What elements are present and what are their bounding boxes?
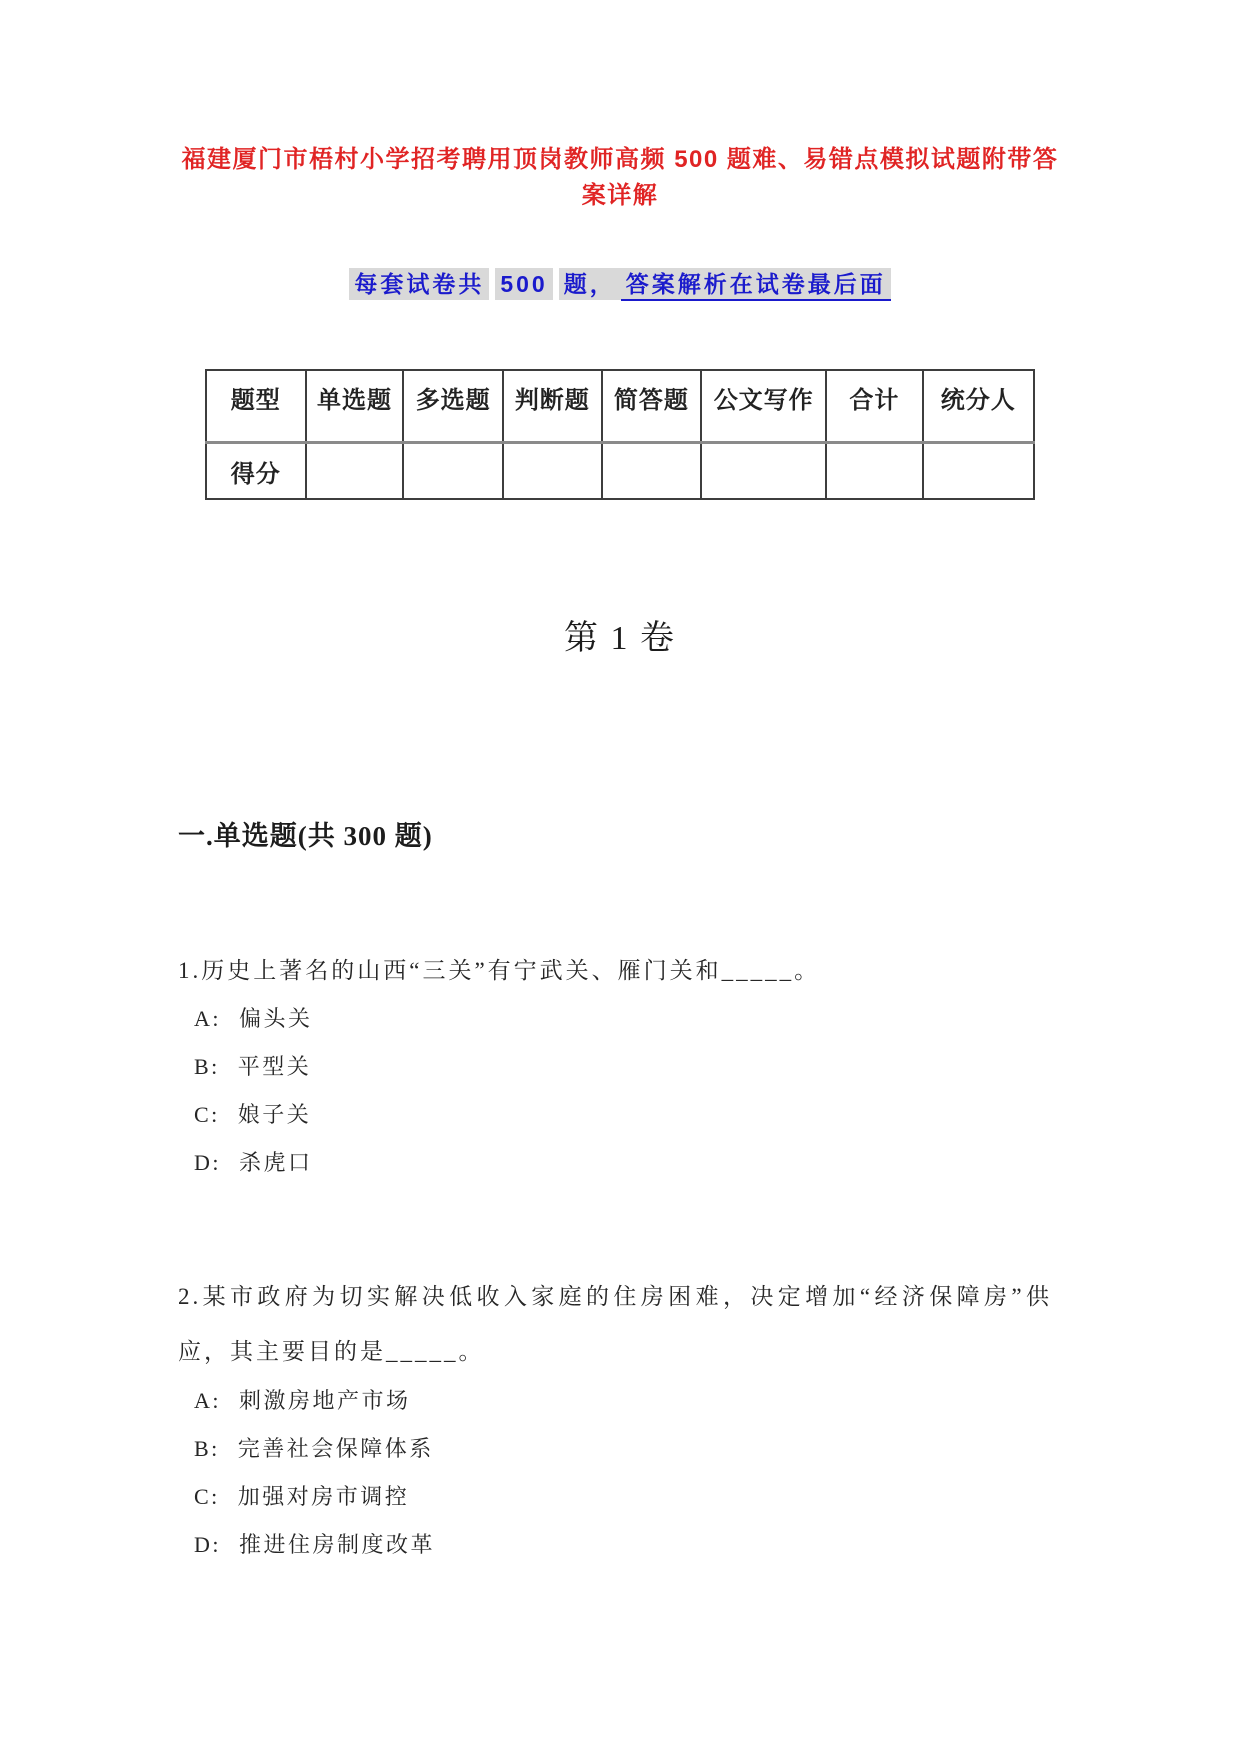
option-a	[194, 1387, 1052, 1413]
option-d-label: D:	[194, 1531, 221, 1557]
answer-location-link: 答案解析在试卷最后面	[621, 268, 891, 301]
section-heading-single-choice: 一.单选题(共 300 题)	[178, 821, 433, 851]
score-table-header-row	[206, 370, 1034, 443]
option-c	[194, 1483, 1052, 1509]
document-title: 福建厦门市梧村小学招考聘用顶岗教师高频 500 题难、易错点模拟试题附带答案详解	[181, 146, 1059, 209]
option-c-label: C:	[194, 1483, 220, 1509]
question-2-stem: 2.某市政府为切实解决低收入家庭的住房困难，决定增加“经济保障房”供应，其主要目的是_____。	[178, 1284, 1052, 1365]
subtitle-text: 每套试卷共	[349, 268, 489, 300]
option-d	[194, 1152, 1052, 1174]
score-table-header-question-type: 题型	[206, 370, 306, 443]
option-c	[194, 1104, 1052, 1126]
subtitle-question-count: 500	[495, 268, 552, 300]
score-table-header-official-writing: 公文写作	[701, 370, 826, 443]
exam-subtitle	[0, 266, 1240, 299]
option-d-text: 推进住房制度改革	[239, 1531, 436, 1557]
option-a-label: A:	[194, 1006, 221, 1032]
option-b-label: B:	[194, 1435, 220, 1461]
question-2	[178, 1269, 1052, 1555]
score-cell-empty	[701, 443, 826, 500]
option-d	[194, 1531, 1052, 1557]
score-table-header-true-false: 判断题	[503, 370, 602, 443]
option-a-text: 刺激房地产市场	[239, 1387, 411, 1413]
score-cell-empty	[403, 443, 503, 500]
option-d-text: 杀虎口	[239, 1150, 313, 1176]
score-table	[205, 369, 1035, 500]
score-table-header-short-answer: 简答题	[602, 370, 702, 443]
question-content	[178, 814, 1052, 1556]
option-a-text: 偏头关	[239, 1006, 313, 1032]
option-a	[194, 1008, 1052, 1030]
score-table-header-score-tallier: 统分人	[923, 370, 1034, 443]
score-cell-empty	[503, 443, 602, 500]
question-2-options	[178, 1387, 1052, 1557]
subtitle-text: 题，	[559, 268, 621, 300]
option-b	[194, 1056, 1052, 1078]
option-d-label: D:	[194, 1150, 221, 1176]
score-cell-empty	[306, 443, 404, 500]
option-b-text: 完善社会保障体系	[237, 1435, 434, 1461]
option-b	[194, 1435, 1052, 1461]
option-c-text: 加强对房市调控	[237, 1483, 410, 1509]
option-c-text: 娘子关	[237, 1102, 312, 1128]
score-cell-empty	[826, 443, 922, 500]
score-table-header-total: 合计	[826, 370, 922, 443]
score-row	[206, 443, 1034, 500]
option-b-text: 平型关	[237, 1054, 312, 1080]
option-b-label: B:	[194, 1054, 220, 1080]
option-c-label: C:	[194, 1102, 220, 1128]
score-row-label: 得分	[206, 443, 306, 500]
option-a-label: A:	[194, 1387, 221, 1413]
score-table-header-single-choice: 单选题	[306, 370, 404, 443]
score-table-header-multi-choice: 多选题	[403, 370, 503, 443]
question-1-options	[178, 1008, 1052, 1174]
score-cell-empty	[602, 443, 702, 500]
question-1	[178, 943, 1052, 1174]
score-cell-empty	[923, 443, 1034, 500]
question-1-stem: 1.历史上著名的山西“三关”有宁武关、雁门关和_____。	[178, 958, 821, 983]
volume-heading: 第 1 卷	[564, 620, 676, 657]
